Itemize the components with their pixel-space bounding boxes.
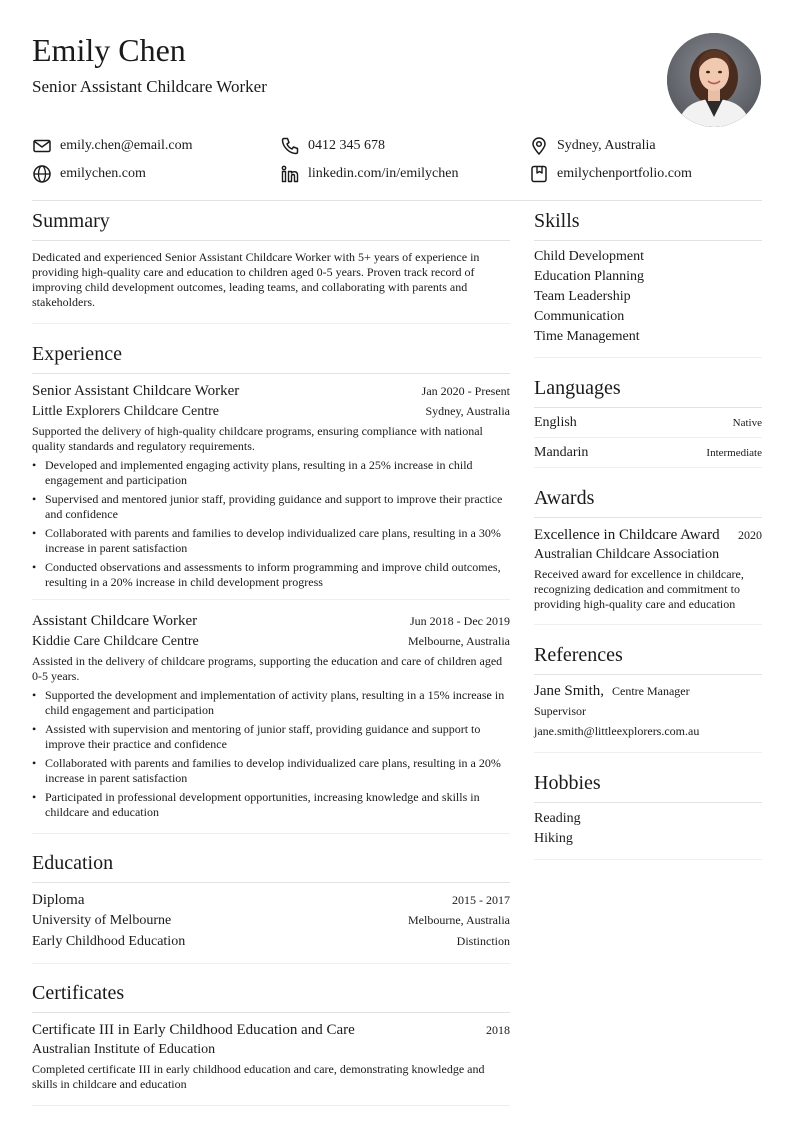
achievement-item: • Conducted observations and assessments to inform programming and improve child outcomes, resulting in a 20% increase in child development progress bbox=[45, 560, 510, 590]
reference-name: Jane Smith, bbox=[534, 683, 604, 699]
section-title: Education bbox=[32, 852, 114, 874]
section-divider bbox=[32, 882, 510, 883]
contact-website[interactable] bbox=[32, 162, 146, 186]
reference-role: Centre Manager bbox=[612, 684, 690, 698]
hobbies-list bbox=[534, 809, 762, 859]
language-item bbox=[534, 408, 762, 437]
certificate-issuer: Australian Institute of Education bbox=[32, 1042, 216, 1057]
summary-section bbox=[32, 207, 510, 324]
section-title: References bbox=[534, 644, 623, 666]
job-achievements bbox=[32, 688, 510, 820]
job-company: Little Explorers Childcare Centre bbox=[32, 404, 219, 419]
contact-phone[interactable] bbox=[280, 134, 385, 158]
skill-item: Team Leadership bbox=[534, 289, 631, 304]
reference-entry bbox=[534, 681, 762, 752]
entry-divider bbox=[32, 599, 510, 600]
skills-list bbox=[534, 247, 762, 357]
header-divider bbox=[32, 200, 762, 201]
section-divider bbox=[32, 1012, 510, 1013]
language-name: English bbox=[534, 415, 577, 430]
experience-entry bbox=[32, 381, 510, 590]
contact-location-text: Sydney, Australia bbox=[557, 138, 656, 153]
contact-email-text: emily.chen@email.com bbox=[60, 138, 193, 153]
map-pin-icon bbox=[529, 136, 549, 156]
experience-section bbox=[32, 340, 510, 834]
language-name: Mandarin bbox=[534, 445, 589, 460]
linkedin-icon bbox=[280, 164, 300, 184]
skill-item: Time Management bbox=[534, 329, 640, 344]
section-end-divider bbox=[32, 1105, 510, 1106]
contact-portfolio-text: emilychenportfolio.com bbox=[557, 166, 692, 181]
degree: Diploma bbox=[32, 892, 85, 908]
skill-item: Education Planning bbox=[534, 269, 645, 284]
contact-email[interactable] bbox=[32, 134, 193, 158]
section-end-divider bbox=[534, 357, 762, 358]
section-end-divider bbox=[534, 624, 762, 625]
experience-entry bbox=[32, 611, 510, 820]
profile-photo bbox=[667, 33, 761, 127]
references-section bbox=[534, 641, 762, 753]
job-description: Assisted in the delivery of childcare programs, supporting the education and care of children aged 0-5 years. bbox=[32, 654, 503, 683]
job-location: Sydney, Australia bbox=[425, 404, 510, 418]
contact-location bbox=[529, 134, 656, 158]
languages-section bbox=[534, 374, 762, 468]
school-location: Melbourne, Australia bbox=[408, 913, 510, 927]
job-position: Senior Assistant Childcare Worker bbox=[32, 383, 240, 399]
job-dates: Jun 2018 - Dec 2019 bbox=[410, 614, 510, 628]
globe-icon bbox=[32, 164, 52, 184]
candidate-name: Emily Chen bbox=[32, 32, 186, 68]
language-level: Native bbox=[732, 417, 762, 429]
hobbies-section bbox=[534, 769, 762, 860]
envelope-icon bbox=[32, 136, 52, 156]
award-description: Received award for excellence in childcare, recognizing dedication and commitment to providing high-quality care and education bbox=[534, 567, 744, 611]
main-column bbox=[32, 207, 510, 1106]
reference-relation: Supervisor bbox=[534, 704, 586, 718]
achievement-item: • Participated in professional development opportunities, increasing knowledge and skills in childcare and education bbox=[45, 790, 510, 820]
profile-photo-image bbox=[667, 33, 761, 127]
section-divider bbox=[32, 240, 510, 241]
education-grade: Distinction bbox=[456, 934, 510, 948]
education-entry bbox=[32, 890, 510, 952]
contact-linkedin-text: linkedin.com/in/emilychen bbox=[308, 166, 459, 181]
skill-item: Child Development bbox=[534, 249, 645, 264]
achievement-item: • Collaborated with parents and families to develop individualized care plans, resulting in a 30% increase in parent satisfaction bbox=[45, 526, 510, 556]
school-name: University of Melbourne bbox=[32, 913, 172, 928]
section-divider bbox=[534, 517, 762, 518]
section-divider bbox=[534, 674, 762, 675]
language-item bbox=[534, 438, 762, 467]
achievement-item: • Supported the development and implementation of activity plans, resulting in a 15% increase in child engagement and participation bbox=[45, 688, 510, 718]
section-title: Summary bbox=[32, 210, 110, 232]
achievement-item: • Collaborated with parents and families to develop individualized care plans, resulting in a 20% increase in parent satisfaction bbox=[45, 756, 510, 786]
field-of-study: Early Childhood Education bbox=[32, 934, 186, 949]
achievement-item: • Assisted with supervision and mentoring of junior staff, providing guidance and support to improve their practice and confidence bbox=[45, 722, 510, 752]
contact-portfolio[interactable] bbox=[529, 162, 692, 186]
section-title: Languages bbox=[534, 377, 621, 399]
phone-icon bbox=[280, 136, 300, 156]
section-end-divider bbox=[534, 752, 762, 753]
education-section bbox=[32, 849, 510, 964]
certificate-name: Certificate III in Early Childhood Education and Care bbox=[32, 1022, 355, 1038]
section-end-divider bbox=[534, 859, 762, 860]
education-dates: 2015 - 2017 bbox=[452, 893, 510, 907]
section-title: Skills bbox=[534, 210, 580, 232]
skill-item: Communication bbox=[534, 309, 625, 324]
award-name: Excellence in Childcare Award bbox=[534, 527, 720, 543]
job-position: Assistant Childcare Worker bbox=[32, 613, 198, 629]
bookmark-icon bbox=[529, 164, 549, 184]
section-divider bbox=[534, 240, 762, 241]
hobby-item: Reading bbox=[534, 811, 581, 826]
job-company: Kiddie Care Childcare Centre bbox=[32, 634, 199, 649]
contact-linkedin[interactable] bbox=[280, 162, 458, 186]
contact-phone-text: 0412 345 678 bbox=[308, 138, 385, 153]
sidebar-column bbox=[534, 207, 762, 860]
language-level: Intermediate bbox=[706, 447, 762, 459]
job-dates: Jan 2020 - Present bbox=[421, 384, 510, 398]
summary-text: Dedicated and experienced Senior Assistant Childcare Worker with 5+ years of experience in providing high-quality care and education to children aged 0-5 years. Proven track record of improving child development outcomes, leading teams, and collaborating with parents and stakeholders. bbox=[32, 250, 480, 309]
award-entry bbox=[534, 525, 762, 624]
skills-section bbox=[534, 207, 762, 358]
hobby-item: Hiking bbox=[534, 831, 573, 846]
section-divider bbox=[32, 373, 510, 374]
award-issuer: Australian Childcare Association bbox=[534, 547, 720, 562]
awards-section bbox=[534, 484, 762, 625]
certificates-section bbox=[32, 979, 510, 1106]
section-end-divider bbox=[534, 467, 762, 468]
section-divider bbox=[534, 802, 762, 803]
achievement-item: • Supervised and mentored junior staff, providing guidance and support to improve their practice and confidence bbox=[45, 492, 510, 522]
job-location: Melbourne, Australia bbox=[408, 634, 510, 648]
entry-divider bbox=[32, 833, 510, 834]
section-title: Experience bbox=[32, 343, 122, 365]
job-description: Supported the delivery of high-quality childcare programs, ensuring compliance with national quality standards and regulatory requirements. bbox=[32, 424, 483, 453]
job-achievements bbox=[32, 458, 510, 590]
section-title: Awards bbox=[534, 487, 595, 509]
certificate-year: 2018 bbox=[486, 1023, 510, 1037]
achievement-item: • Developed and implemented engaging activity plans, resulting in a 25% increase in child engagement and participation bbox=[45, 458, 510, 488]
section-title: Hobbies bbox=[534, 772, 601, 794]
candidate-title: Senior Assistant Childcare Worker bbox=[32, 77, 267, 96]
section-end-divider bbox=[32, 323, 510, 324]
contact-website-text: emilychen.com bbox=[60, 166, 146, 181]
section-title: Certificates bbox=[32, 982, 125, 1004]
reference-email[interactable]: jane.smith@littleexplorers.com.au bbox=[534, 724, 700, 738]
section-end-divider bbox=[32, 963, 510, 964]
certificate-description: Completed certificate III in early childhood education and care, demonstrating knowledge and skills in childcare and education bbox=[32, 1062, 485, 1091]
award-year: 2020 bbox=[738, 528, 762, 542]
certificate-entry bbox=[32, 1020, 510, 1092]
